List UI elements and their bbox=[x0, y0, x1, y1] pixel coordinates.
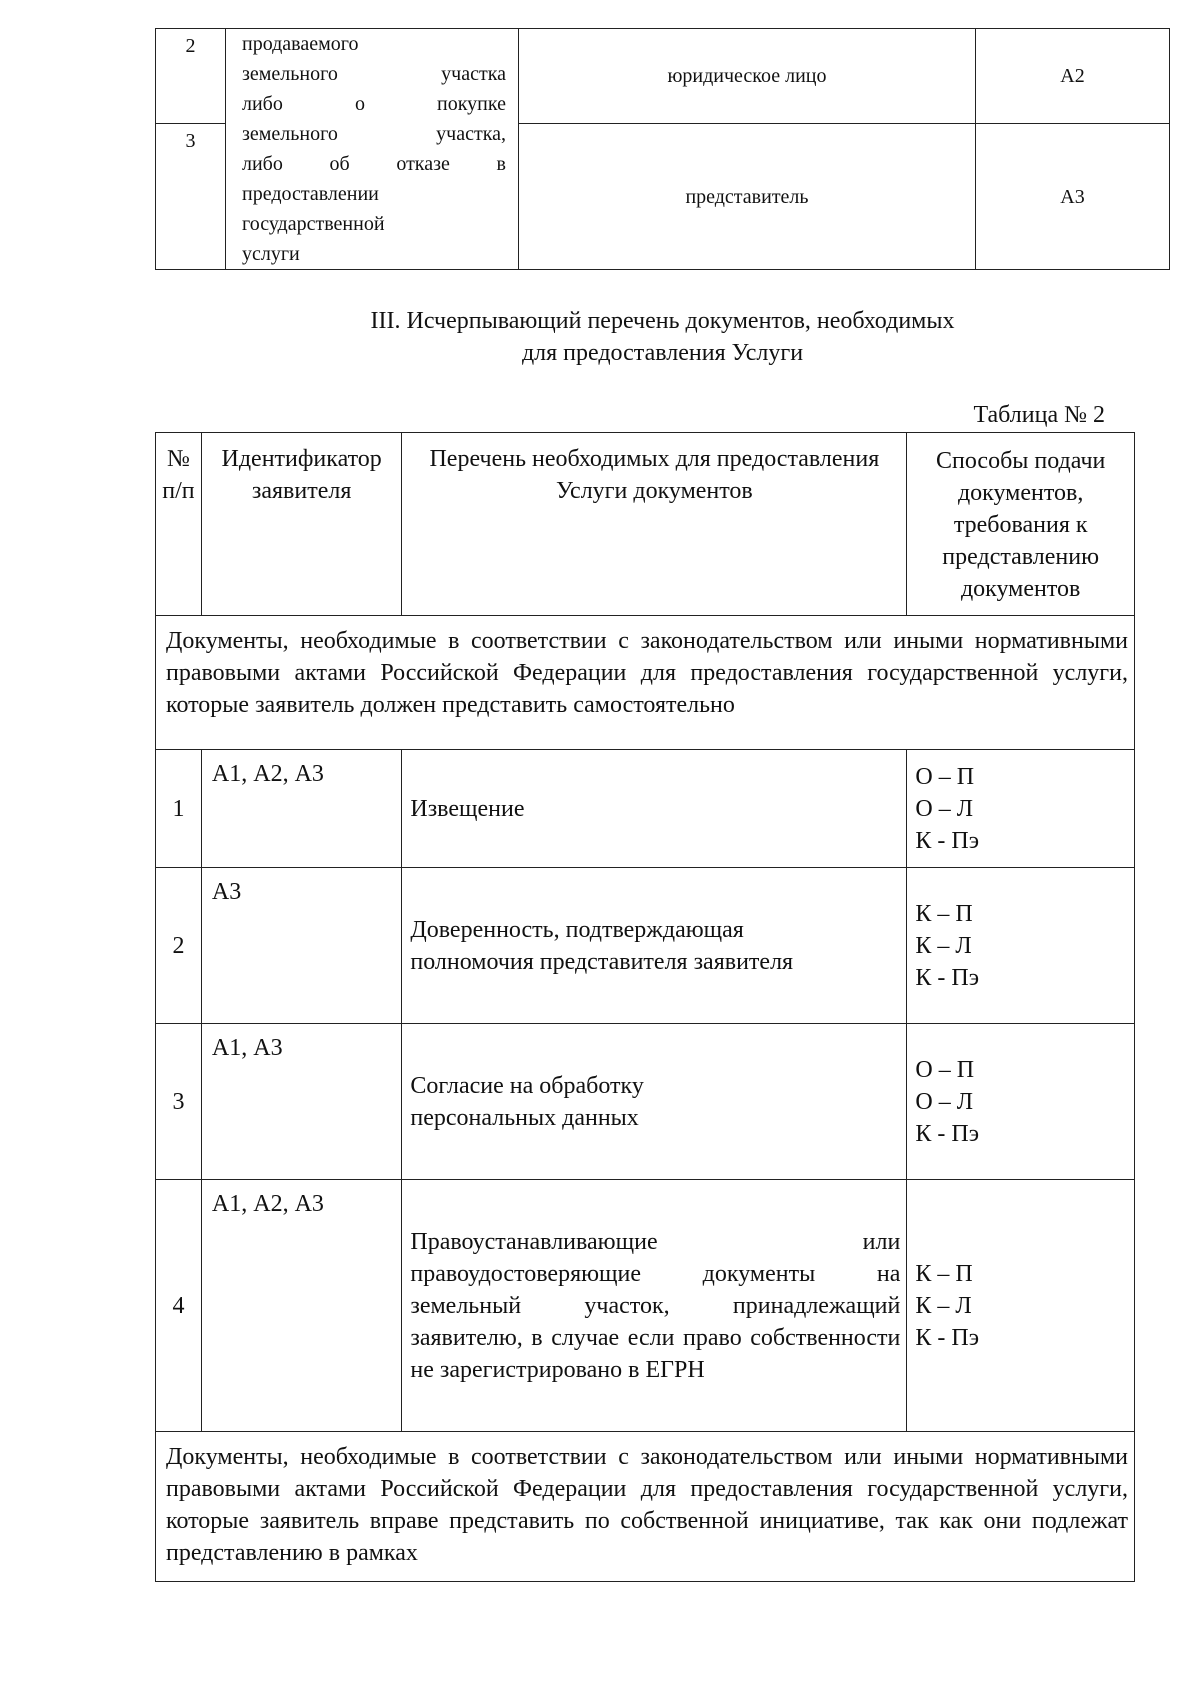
table-header-row bbox=[156, 433, 1135, 616]
applicant-code: А3 bbox=[976, 124, 1170, 270]
row-number: 3 bbox=[156, 124, 226, 270]
applicant-ids: А1, А2, А3 bbox=[201, 750, 401, 868]
method: К - Пэ bbox=[915, 964, 979, 991]
submission-methods bbox=[907, 1180, 1135, 1432]
row-number: 4 bbox=[156, 1180, 202, 1432]
method: К – П bbox=[915, 900, 973, 927]
document-name: Доверенность, подтверждающая полномочия представителя заявителя bbox=[402, 868, 907, 1024]
method: К - Пэ bbox=[915, 1120, 979, 1147]
table-row bbox=[156, 868, 1135, 1024]
desc-line: предоставлении bbox=[242, 183, 379, 205]
group-caption: Документы, необходимые в соответствии с законодательством или иными нормативными правовыми актами Российской Федерации для предоставления государственной услуги, которые заявитель должен представить самостоятельно bbox=[156, 616, 1135, 750]
group-caption: Документы, необходимые в соответствии с законодательством или иными нормативными правовыми актами Российской Федерации для предоставления государственной услуги, которые заявитель вправе представить по собственной инициативе, так как они подлежат представлению в рамках bbox=[156, 1432, 1135, 1582]
submission-methods bbox=[907, 1024, 1135, 1180]
method: К - Пэ bbox=[915, 827, 979, 854]
document-name: Согласие на обработку персональных данных bbox=[402, 1024, 907, 1180]
table-label: Таблица № 2 bbox=[973, 402, 1105, 428]
method: К – Л bbox=[915, 932, 972, 959]
submission-methods bbox=[907, 868, 1135, 1024]
header-num: № п/п bbox=[156, 433, 202, 616]
desc-line: земельного участка bbox=[242, 63, 506, 85]
applicant-code: А2 bbox=[976, 29, 1170, 124]
method: К - Пэ bbox=[915, 1324, 979, 1351]
applicant-types-table bbox=[155, 28, 1170, 270]
applicant-type: юридическое лицо bbox=[519, 29, 976, 124]
applicant-ids: А1, А2, А3 bbox=[201, 1180, 401, 1432]
table-row bbox=[156, 1180, 1135, 1432]
desc-line: услуги bbox=[242, 243, 300, 265]
row-number: 2 bbox=[156, 29, 226, 124]
section-heading bbox=[155, 305, 1170, 369]
desc-line: земельного участка, bbox=[242, 123, 506, 145]
row-number: 2 bbox=[156, 868, 202, 1024]
desc-line: государственной bbox=[242, 213, 385, 235]
header-documents: Перечень необходимых для предоставления Услуги документов bbox=[402, 433, 907, 616]
desc-line: либо о покупке bbox=[242, 93, 506, 115]
group-row bbox=[156, 1432, 1135, 1582]
group-row bbox=[156, 616, 1135, 750]
method: К – Л bbox=[915, 1292, 972, 1319]
header-applicant-id: Идентификатор заявителя bbox=[201, 433, 401, 616]
method: К – П bbox=[915, 1260, 973, 1287]
method: О – П bbox=[915, 1056, 975, 1083]
desc-line: продаваемого bbox=[242, 33, 359, 55]
section-title-line: для предоставления Услуги bbox=[521, 340, 804, 366]
applicant-ids: А1, А3 bbox=[201, 1024, 401, 1180]
method: О – П bbox=[915, 763, 975, 790]
table-row bbox=[156, 29, 1170, 124]
section-title-line: III. Исчерпывающий перечень документов, необходимых bbox=[370, 308, 955, 334]
table-row bbox=[156, 750, 1135, 868]
header-methods: Способы подачи документов, требования к представлению документов bbox=[907, 433, 1135, 616]
merged-description-cell bbox=[226, 29, 519, 270]
row-number: 3 bbox=[156, 1024, 202, 1180]
desc-line: либо об отказе в bbox=[242, 153, 506, 175]
row-number: 1 bbox=[156, 750, 202, 868]
applicant-ids: А3 bbox=[201, 868, 401, 1024]
applicant-type: представитель bbox=[519, 124, 976, 270]
submission-methods bbox=[907, 750, 1135, 868]
method: О – Л bbox=[915, 795, 973, 822]
document-name: Правоустанавливающие или правоудостоверяющие документы на земельный участок, принадлежащий заявителю, в случае если право собственности не зарегистрировано в ЕГРН bbox=[402, 1180, 907, 1432]
documents-table bbox=[155, 432, 1135, 1582]
table-row bbox=[156, 1024, 1135, 1180]
document-name: Извещение bbox=[402, 750, 907, 868]
method: О – Л bbox=[915, 1088, 973, 1115]
